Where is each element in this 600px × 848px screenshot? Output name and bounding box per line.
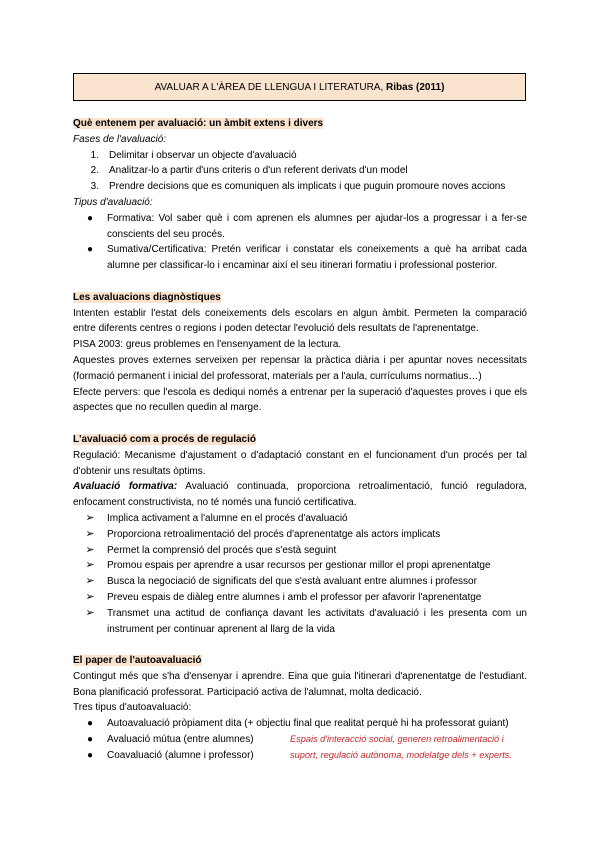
section-heading-autoavaluacio: El paper de l'autoavaluació — [73, 655, 202, 667]
bullet-icon: ● — [86, 718, 94, 730]
arrow-bullet-icon: ➢ — [85, 559, 95, 572]
arrow-bullet-icon: ➢ — [85, 543, 95, 556]
paragraph: PISA 2003: greus problemes en l'ensenyament de la lectura. — [73, 339, 342, 351]
section-heading-diagnostiques: Les avaluacions diagnòstiques — [73, 291, 221, 303]
list-item: ➢ Preveu espais de diàleg entre alumnes i amb el professor per afavorir l'aprenentatge — [73, 590, 527, 606]
list-item: ● Avaluació mútua (entre alumnes) Espais d'interacció social, generen retroalimentació i — [73, 732, 527, 748]
paragraph: Intenten establir l'estat dels coneixements dels escolars en algun àmbit. Permeten la comparació entre diferents centres o regions i poden detectar l'evolució dels resultats de l'aprenentatge. — [73, 307, 527, 335]
list-item: 2. Analitzar-lo a partir d'uns criteris o d'un referent derivats d'un model — [90, 165, 408, 177]
paragraph: Efecte pervers: que l'escola es dediqui només a entrenar per la superació d'aquestes proves i que els aspectes que no recullen quedin al marge. — [73, 386, 527, 414]
document-title — [73, 73, 526, 101]
document-body — [73, 116, 527, 764]
title-author: Ribas (2011) — [386, 81, 445, 93]
arrow-bullet-icon: ➢ — [85, 606, 95, 619]
list-item: ➢ Busca la negociació de significats del que s'està avaluant entre alumnes i professor — [73, 574, 527, 590]
list-item: ➢ Proporciona retroalimentació del procés d'aprenentatge als actors implicats — [73, 527, 527, 543]
bullet-icon: ● — [86, 734, 94, 746]
list-item: ➢ Transmet una actitud de confiança davant les activitats d'avaluació i les presenta com un instrument per continuar aprenent al llarg de la vida — [73, 606, 527, 638]
list-item: ➢ Promou espais per aprendre a usar recursos per gestionar millor el propi aprenentatge — [73, 558, 527, 574]
fases-list — [73, 148, 527, 195]
bullet-icon: ● — [86, 244, 94, 256]
arrow-bullet-icon: ➢ — [85, 527, 95, 540]
arrow-bullet-icon: ➢ — [85, 590, 95, 603]
list-item: 1. Delimitar i observar un objecte d'avaluació — [90, 149, 297, 161]
paragraph: Contingut més que s'ha d'ensenyar i aprendre. Eina que guia l'itinerari d'aprenentatge de l'estudiant. Bona planificació professorat. Participació activa de l'alumnat, molta dedicació. — [73, 670, 527, 698]
paragraph: Avaluació formativa: Avaluació continuada, proporciona retroalimentació, funció reguladora, enfocament constructivista, no té només una funció certificativa. — [73, 481, 527, 509]
bullet-icon: ● — [86, 212, 94, 224]
formativa-list — [73, 511, 527, 637]
list-item: ● Sumativa/Certificativa: Pretén verificar i constatar els coneixements a què ha arribat cada alumne per classificar-lo i encaminar així el seu itinerari formatiu i professional posterior. — [73, 242, 527, 274]
section-heading-regulacio: L'avaluació com a procés de regulació — [73, 433, 257, 445]
paragraph: Tres tipus d'autoavaluació: — [73, 702, 192, 714]
title-main: AVALUAR A L'ÀREA DE LLENGUA I LITERATURA, — [154, 81, 384, 93]
bullet-icon: ● — [86, 749, 94, 761]
list-item: ➢ Implica activament a l'alumne en el procés d'avaluació — [73, 511, 527, 527]
fases-label: Fases de l'avaluació: — [73, 133, 167, 145]
section-heading-avaluacio: Què entenem per avaluació: un àmbit extens i divers — [73, 118, 324, 129]
list-item: 3. Prendre decisions que es comuniquen als implicats i que puguin promoure noves accions — [90, 181, 506, 193]
list-item: ● Autoavaluació pròpiament dita (+ objectiu final que realitat perquè hi ha professorat guiant) — [73, 716, 527, 732]
side-note: Espais d'interacció social, generen retroalimentació i — [290, 734, 504, 745]
list-item: ● Coavaluació (alumne i professor) suport, regulació autònoma, modelatge dels + experts. — [73, 748, 527, 764]
side-note: suport, regulació autònoma, modelatge dels + experts. — [290, 749, 512, 760]
tipus-label: Tipus d'avaluació: — [73, 196, 153, 208]
list-item: ➢ Permet la comprensió del procés que s'està seguint — [73, 543, 527, 559]
arrow-bullet-icon: ➢ — [85, 511, 95, 524]
paragraph: Aquestes proves externes serveixen per repensar la pràctica diària i per apuntar noves necessitats (formació permanent i inicial del professorat, materials per a l'aula, currículums normatius…) — [73, 354, 527, 382]
paragraph: Regulació: Mecanisme d'ajustament o d'adaptació constant en el funcionament d'un procés per tal d'obtenir uns resultats òptims. — [73, 449, 527, 477]
arrow-bullet-icon: ➢ — [85, 575, 95, 588]
list-item: ● Formativa: Vol saber què i com aprenen els alumnes per ajudar-los a progressar i a fer-se conscients del seu procés. — [73, 211, 527, 243]
